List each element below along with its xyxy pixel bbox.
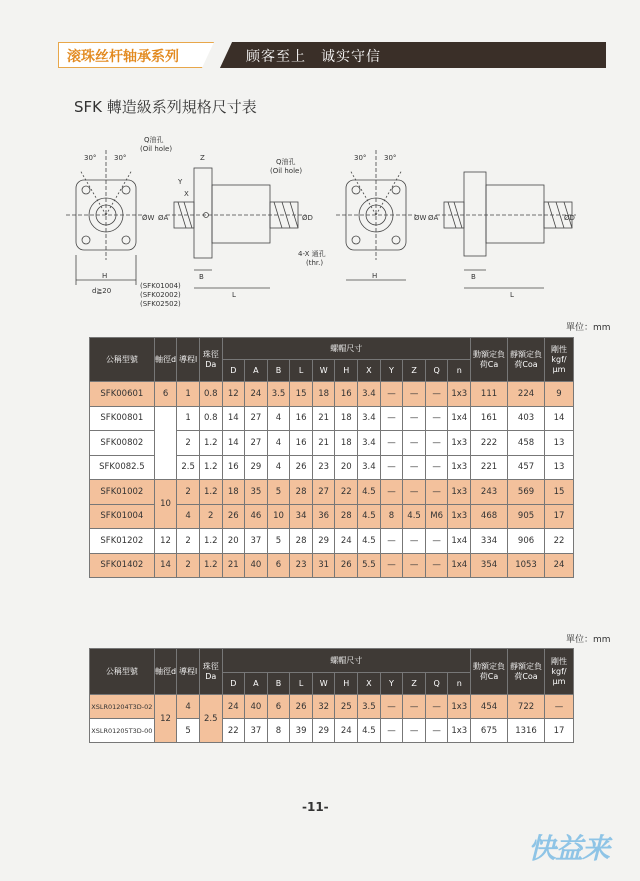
- cell-ca: 221: [471, 455, 508, 480]
- cell-l: 1: [177, 406, 200, 431]
- cell-rigidity: 14: [545, 406, 574, 431]
- cell-dim: —: [425, 480, 448, 505]
- col-l: L: [290, 673, 313, 695]
- cell-coa: 1316: [508, 719, 545, 743]
- cell-rigidity: 15: [545, 480, 574, 505]
- svg-text:ØA: ØA: [428, 214, 439, 222]
- cell-l: 2.5: [177, 455, 200, 480]
- cell-dim: 1x3: [448, 695, 471, 719]
- technical-drawing: [66, 130, 576, 320]
- cell-ca: 222: [471, 431, 508, 456]
- cell-dim: —: [403, 382, 426, 407]
- cell-dim: 4.5: [403, 504, 426, 529]
- cell-dim: —: [380, 529, 403, 554]
- slogan-text: 顾客至上 诚实守信: [246, 49, 381, 65]
- model-cell: SFK01002: [90, 480, 155, 505]
- nut-flange-side-right: [464, 172, 486, 256]
- cell-dim: 37: [245, 719, 268, 743]
- cell-dim: 14: [222, 406, 245, 431]
- cell-l: 4: [177, 695, 200, 719]
- series-label-box: [58, 42, 218, 68]
- cell-dim: 18: [312, 382, 335, 407]
- cell-dim: —: [403, 553, 426, 578]
- cell-dim: —: [380, 431, 403, 456]
- svg-text:L: L: [232, 291, 236, 299]
- cell-dim: 12: [222, 382, 245, 407]
- cell-d: [154, 406, 177, 480]
- cell-dim: 5: [267, 480, 290, 505]
- cell-coa: 722: [508, 695, 545, 719]
- cell-dim: 29: [245, 455, 268, 480]
- svg-text:30°: 30°: [354, 154, 367, 162]
- cell-dim: —: [380, 406, 403, 431]
- col-d: D: [222, 360, 245, 382]
- cell-dim: 46: [245, 504, 268, 529]
- cell-dim: —: [403, 719, 426, 743]
- cell-dim: 39: [290, 719, 313, 743]
- page-title: SFK 轉造級系列規格尺寸表: [74, 98, 257, 116]
- cell-dim: 4.5: [358, 529, 381, 554]
- cell-l: 2: [177, 529, 200, 554]
- page-number: -11-: [302, 800, 329, 814]
- cell-dim: —: [425, 431, 448, 456]
- cell-dim: —: [380, 455, 403, 480]
- svg-text:X: X: [184, 190, 189, 198]
- svg-text:ØA: ØA: [158, 214, 169, 222]
- svg-text:30°: 30°: [384, 154, 397, 162]
- cell-dim: 3.5: [358, 695, 381, 719]
- cell-dim: 20: [335, 455, 358, 480]
- cell-dim: 6: [267, 553, 290, 578]
- model-cell: SFK0082.5: [90, 455, 155, 480]
- col-a: A: [245, 673, 268, 695]
- col-lead: 導程l: [177, 338, 200, 382]
- svg-text:30°: 30°: [114, 154, 127, 162]
- unit-label-2: 單位：mm: [566, 635, 611, 645]
- cell-ca: 334: [471, 529, 508, 554]
- col-nut-dims: 螺帽尺寸: [222, 649, 471, 673]
- cell-dim: 24: [222, 695, 245, 719]
- col-rigidity: 剛性kgf/μm: [545, 649, 574, 695]
- cell-dim: 22: [222, 719, 245, 743]
- cell-dim: 8: [267, 719, 290, 743]
- cell-rigidity: 17: [545, 719, 574, 743]
- svg-text:H: H: [102, 272, 108, 280]
- cell-dim: 37: [245, 529, 268, 554]
- svg-text:ØW: ØW: [414, 214, 427, 222]
- col-w: W: [312, 673, 335, 695]
- cell-dim: —: [380, 382, 403, 407]
- col-h: H: [335, 673, 358, 695]
- cell-dim: 1x3: [448, 382, 471, 407]
- cell-da: 1.2: [199, 480, 222, 505]
- cell-ca: 354: [471, 553, 508, 578]
- col-z: Z: [403, 673, 426, 695]
- cell-dim: 21: [312, 431, 335, 456]
- cell-dim: —: [380, 480, 403, 505]
- cell-dim: 16: [290, 406, 313, 431]
- cell-dim: 16: [290, 431, 313, 456]
- svg-text:(Oil hole): (Oil hole): [270, 167, 303, 175]
- cell-dim: 1x3: [448, 504, 471, 529]
- cell-l: 2: [177, 553, 200, 578]
- svg-text:(Oil hole): (Oil hole): [140, 145, 173, 153]
- cell-dim: 5: [267, 529, 290, 554]
- svg-text:H: H: [372, 272, 378, 280]
- cell-da: 1.2: [199, 529, 222, 554]
- table-row: [90, 480, 574, 505]
- cell-rigidity: —: [545, 695, 574, 719]
- svg-text:(thr.): (thr.): [306, 259, 324, 267]
- svg-text:ØD: ØD: [564, 214, 575, 222]
- col-q: Q: [425, 360, 448, 382]
- cell-dim: 3.4: [358, 455, 381, 480]
- svg-text:B: B: [471, 273, 476, 281]
- cell-l: 1: [177, 382, 200, 407]
- col-model: 公稱型號: [90, 649, 155, 695]
- cell-coa: 458: [508, 431, 545, 456]
- cell-da: 0.8: [199, 406, 222, 431]
- cell-dim: 29: [312, 719, 335, 743]
- cell-da: 0.8: [199, 382, 222, 407]
- col-b: B: [267, 673, 290, 695]
- cell-dim: 3.4: [358, 431, 381, 456]
- col-rigidity: 剛性kgf/μm: [545, 338, 574, 382]
- model-cell: XSLR01204T3D-02: [90, 695, 155, 719]
- col-coa: 靜額定負荷Coa: [508, 338, 545, 382]
- cell-dim: 28: [335, 504, 358, 529]
- col-y: Y: [380, 673, 403, 695]
- watermark-logo: [528, 825, 624, 867]
- svg-text:ØD: ØD: [302, 214, 313, 222]
- table-row: [90, 406, 574, 431]
- svg-text:4-X 通孔: 4-X 通孔: [298, 250, 326, 258]
- header-banner: [58, 42, 606, 68]
- cell-d: 10: [154, 480, 177, 529]
- col-n: n: [448, 673, 471, 695]
- cell-dim: 18: [222, 480, 245, 505]
- col-lead: 導程l: [177, 649, 200, 695]
- cell-dim: —: [403, 455, 426, 480]
- cell-ca: 161: [471, 406, 508, 431]
- model-cell: SFK01202: [90, 529, 155, 554]
- cell-dim: 6: [267, 695, 290, 719]
- cell-dim: —: [425, 406, 448, 431]
- cell-dim: —: [380, 719, 403, 743]
- cell-da: 1.2: [199, 431, 222, 456]
- cell-l: 2: [177, 431, 200, 456]
- cell-dim: 24: [335, 529, 358, 554]
- model-cell: SFK00801: [90, 406, 155, 431]
- cell-coa: 457: [508, 455, 545, 480]
- cell-dim: 5.5: [358, 553, 381, 578]
- svg-text:(SFK01004): (SFK01004): [140, 282, 181, 290]
- cell-dim: —: [425, 382, 448, 407]
- cell-dim: 25: [335, 695, 358, 719]
- svg-text:Q油孔: Q油孔: [144, 136, 164, 144]
- cell-rigidity: 22: [545, 529, 574, 554]
- cell-dim: 21: [222, 553, 245, 578]
- cell-dim: 3.4: [358, 382, 381, 407]
- model-cell: SFK00601: [90, 382, 155, 407]
- cell-da: 2: [199, 504, 222, 529]
- cell-dim: —: [425, 719, 448, 743]
- col-shaft: 軸徑d: [154, 338, 177, 382]
- cell-dim: 15: [290, 382, 313, 407]
- nut-flange-side-left: [194, 168, 212, 258]
- model-cell: SFK01004: [90, 504, 155, 529]
- svg-text:ØW: ØW: [142, 214, 155, 222]
- svg-text:Q油孔: Q油孔: [276, 158, 296, 166]
- cell-dim: 40: [245, 553, 268, 578]
- cell-d: 12: [154, 695, 177, 743]
- cell-rigidity: 9: [545, 382, 574, 407]
- cell-da: 2.5: [199, 695, 222, 743]
- table-row: [90, 695, 574, 719]
- cell-l: 2: [177, 480, 200, 505]
- cell-dim: 1x4: [448, 406, 471, 431]
- cell-ca: 111: [471, 382, 508, 407]
- slogan-bar: [218, 42, 606, 68]
- col-b: B: [267, 360, 290, 382]
- cell-dim: 14: [222, 431, 245, 456]
- cell-dim: 1x4: [448, 529, 471, 554]
- cell-dim: —: [380, 695, 403, 719]
- svg-text:L: L: [510, 291, 514, 299]
- svg-text:B: B: [199, 273, 204, 281]
- col-shaft: 軸徑d: [154, 649, 177, 695]
- cell-dim: 28: [290, 529, 313, 554]
- col-y: Y: [380, 360, 403, 382]
- cell-dim: 4: [267, 455, 290, 480]
- cell-dim: 32: [312, 695, 335, 719]
- col-d: D: [222, 673, 245, 695]
- cell-dim: 3.5: [267, 382, 290, 407]
- cell-da: 1.2: [199, 455, 222, 480]
- svg-text:(SFK02502): (SFK02502): [140, 300, 181, 308]
- svg-text:d≧20: d≧20: [92, 287, 112, 295]
- logo-text: 快益来: [528, 832, 610, 865]
- cell-dim: 23: [312, 455, 335, 480]
- cell-dim: —: [403, 695, 426, 719]
- cell-dim: 27: [245, 406, 268, 431]
- col-x: X: [358, 673, 381, 695]
- cell-dim: 23: [290, 553, 313, 578]
- cell-dim: 16: [335, 382, 358, 407]
- model-cell: SFK00802: [90, 431, 155, 456]
- cell-coa: 906: [508, 529, 545, 554]
- col-h: H: [335, 360, 358, 382]
- cell-dim: M6: [425, 504, 448, 529]
- col-ca: 動額定負荷Ca: [471, 649, 508, 695]
- spec-table-1: [89, 337, 574, 578]
- cell-dim: 34: [290, 504, 313, 529]
- table-row: [90, 553, 574, 578]
- cell-ca: 468: [471, 504, 508, 529]
- cell-dim: —: [425, 553, 448, 578]
- cell-dim: 1x3: [448, 480, 471, 505]
- cell-dim: 4: [267, 431, 290, 456]
- spec-table-2: [89, 648, 574, 743]
- cell-dim: 18: [335, 431, 358, 456]
- cell-dim: 36: [312, 504, 335, 529]
- cell-coa: 569: [508, 480, 545, 505]
- cell-ca: 675: [471, 719, 508, 743]
- cell-l: 4: [177, 504, 200, 529]
- cell-coa: 1053: [508, 553, 545, 578]
- cell-dim: 22: [335, 480, 358, 505]
- cell-rigidity: 17: [545, 504, 574, 529]
- cell-d: 14: [154, 553, 177, 578]
- cell-dim: 35: [245, 480, 268, 505]
- col-n: n: [448, 360, 471, 382]
- cell-dim: 21: [312, 406, 335, 431]
- col-ca: 動額定負荷Ca: [471, 338, 508, 382]
- cell-dim: 28: [290, 480, 313, 505]
- col-q: Q: [425, 673, 448, 695]
- col-nut-dims: 螺帽尺寸: [222, 338, 471, 360]
- col-x: X: [358, 360, 381, 382]
- cell-dim: 1x3: [448, 455, 471, 480]
- cell-l: 5: [177, 719, 200, 743]
- cell-rigidity: 13: [545, 455, 574, 480]
- cell-dim: 1x3: [448, 431, 471, 456]
- cell-dim: 4.5: [358, 504, 381, 529]
- cell-dim: —: [403, 529, 426, 554]
- svg-text:(SFK02002): (SFK02002): [140, 291, 181, 299]
- cell-dim: 31: [312, 553, 335, 578]
- cell-dim: 26: [290, 695, 313, 719]
- table-row: [90, 529, 574, 554]
- cell-coa: 403: [508, 406, 545, 431]
- cell-dim: 40: [245, 695, 268, 719]
- cell-dim: —: [403, 480, 426, 505]
- cell-dim: —: [425, 455, 448, 480]
- cell-dim: 1x4: [448, 553, 471, 578]
- col-ball: 珠徑Da: [199, 649, 222, 695]
- cell-dim: 27: [312, 480, 335, 505]
- cell-dim: —: [403, 406, 426, 431]
- col-z: Z: [403, 360, 426, 382]
- cell-dim: 1x3: [448, 719, 471, 743]
- cell-dim: —: [425, 529, 448, 554]
- cell-d: 12: [154, 529, 177, 554]
- cell-dim: 4.5: [358, 719, 381, 743]
- table-row: [90, 382, 574, 407]
- cell-dim: —: [425, 695, 448, 719]
- svg-text:Y: Y: [178, 178, 183, 186]
- cell-dim: 3.4: [358, 406, 381, 431]
- col-w: W: [312, 360, 335, 382]
- cell-da: 1.2: [199, 553, 222, 578]
- col-l: L: [290, 360, 313, 382]
- cell-rigidity: 13: [545, 431, 574, 456]
- col-a: A: [245, 360, 268, 382]
- cell-dim: 10: [267, 504, 290, 529]
- svg-text:30°: 30°: [84, 154, 97, 162]
- cell-dim: —: [403, 431, 426, 456]
- cell-dim: 4.5: [358, 480, 381, 505]
- cell-coa: 905: [508, 504, 545, 529]
- cell-coa: 224: [508, 382, 545, 407]
- cell-d: 6: [154, 382, 177, 407]
- cell-dim: 8: [380, 504, 403, 529]
- cell-ca: 243: [471, 480, 508, 505]
- cell-dim: —: [380, 553, 403, 578]
- col-model: 公稱型號: [90, 338, 155, 382]
- cell-dim: 26: [290, 455, 313, 480]
- series-label: 滚珠丝杆轴承系列: [67, 49, 179, 65]
- unit-label-1: 單位：mm: [566, 323, 611, 333]
- cell-dim: 27: [245, 431, 268, 456]
- cell-dim: 20: [222, 529, 245, 554]
- cell-dim: 24: [335, 719, 358, 743]
- cell-rigidity: 24: [545, 553, 574, 578]
- cell-ca: 454: [471, 695, 508, 719]
- model-cell: SFK01402: [90, 553, 155, 578]
- svg-text:Z: Z: [200, 154, 205, 162]
- cell-dim: 29: [312, 529, 335, 554]
- cell-dim: 18: [335, 406, 358, 431]
- cell-dim: 16: [222, 455, 245, 480]
- col-ball: 珠徑Da: [199, 338, 222, 382]
- cell-dim: 26: [335, 553, 358, 578]
- col-coa: 靜額定負荷Coa: [508, 649, 545, 695]
- cell-dim: 24: [245, 382, 268, 407]
- cell-dim: 26: [222, 504, 245, 529]
- model-cell: XSLR01205T3D-00: [90, 719, 155, 743]
- cell-dim: 4: [267, 406, 290, 431]
